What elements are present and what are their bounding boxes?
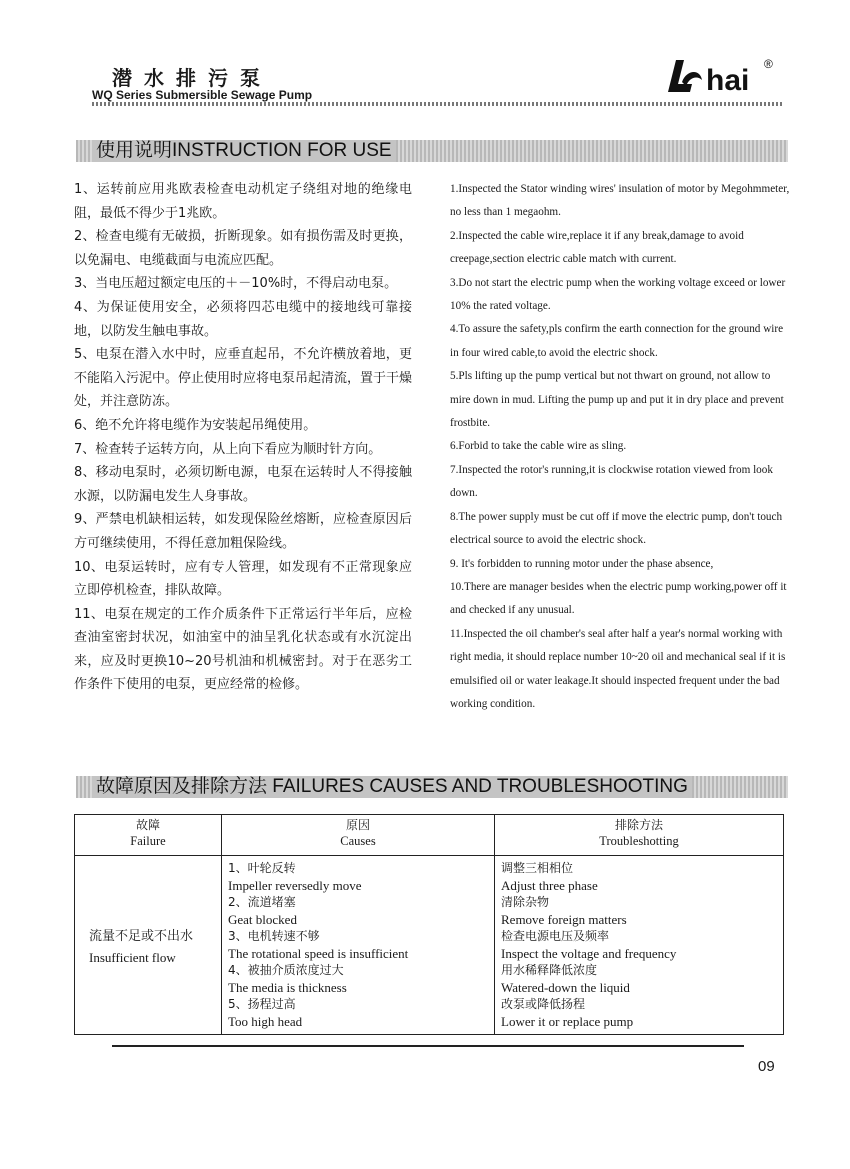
instruction-en-item: 1.Inspected the Stator winding wires' insulation of motor by Megohmmeter, no less than 1 megaohm. [450,183,790,219]
header-troubleshooting: 排除方法 Troubleshotting [495,815,784,856]
instruction-en-item: 6.Forbid to take the cable wire as sling. [450,440,627,453]
section-title: 故障原因及排除方法 FAILURES CAUSES AND TROUBLESHOOTING [92,776,692,798]
instruction-en-item: 8.The power supply must be cut off if move the electric pump, don't touch electrical source to avoid the electric shock. [450,510,783,547]
section-header-instructions [76,140,788,162]
instruction-cn-item: 8、移动电泵时，必须切断电源，电泵在运转时人不得接触水源，以防漏电发生人身事故。 [74,465,412,504]
instruction-en-item: 10.There are manager besides when the electric pump working,power off it and checked if any unusual. [450,580,787,617]
instruction-en-item: 2.Inspected the cable wire,replace it if any break,damage to avoid creepage,section electric cable match with current. [450,229,744,266]
instruction-en-item: 3.Do not start the electric pump when the working voltage exceed or lower 10% the rated voltage. [450,276,786,313]
brand-logo [662,52,782,96]
instruction-cn-item: 11、电泵在规定的工作介质条件下正常运行半年后，应检查油室密封状况，如油室中的油呈乳化状态或有水沉淀出来，应及时更换10~20号机油和机械密封。对于在恶劣工作条件下使用的电泵，更应经常的检修。 [74,606,412,693]
instruction-en-item: 5.Pls lifting up the pump vertical but not thwart on ground, not allow to mire down in mud. Lifting the pump up and put it in dry place and prevent frostbite. [450,370,784,430]
table-row [75,856,784,1035]
page-title-en: WQ Series Submersible Sewage Pump [92,88,313,102]
instruction-en-item: 4.To assure the safety,pls confirm the earth connection for the ground wire in four wired cable,to avoid the electric shock. [450,323,784,359]
instruction-cn-item: 7、检查转子运转方向，从上向下看应为顺时针方向。 [74,441,382,457]
page-number: 09 [758,1058,775,1075]
causes-cell: 1、叶轮反转 Impeller reversedly move 2、流道堵塞 Geat blocked 3、电机转速不够 The rotational speed is insufficient 4、被抽介质浓度过大 The media is thickness 5、扬程过高 Too high head [222,856,495,1035]
instruction-cn-item: 9、严禁电机缺相运转，如发现保险丝熔断，应检查原因后方可继续使用，不得任意加粗保险线。 [74,512,412,551]
instruction-cn-item: 1、运转前应用兆欧表检查电动机定子绕组对地的绝缘电阻，最低不得少于1兆欧。 [74,182,412,221]
page-title-cn: 潜水排污泵 [112,66,272,90]
header-causes: 原因 Causes [222,815,495,856]
instructions-en-column [450,178,792,716]
header-failure: 故障 Failure [75,815,222,856]
instructions-cn-column [74,178,412,697]
section-title: 使用说明INSTRUCTION FOR USE [92,140,396,162]
instruction-cn-item: 4、为保证使用安全，必须将四芯电缆中的接地线可靠接地，以防发生触电事故。 [74,299,412,339]
remedies-cell: 调整三相相位 Adjust three phase 清除杂物 Remove foreign matters 检查电源电压及频率 Inspect the voltage and frequency 用水稀释降低浓度 Watered-down the liquid 改泵或降低扬程 Lower it or replace pump [495,856,784,1035]
instruction-cn-item: 2、检查电缆有无破损，折断现象。如有损伤需及时更换，以免漏电、电缆截面与电流应匹配。 [74,229,412,268]
instruction-en-item: 7.Inspected the rotor's running,it is clockwise rotation viewed from look down. [450,463,773,500]
logo-mark-icon [668,60,702,92]
instruction-en-item: 11.Inspected the oil chamber's seal after half a year's normal working with right media, it should replace number 10~20 oil and mechanical seal if it is emulsified oil or water leakage.It should inspected frequent under the bad working condition. [450,627,786,710]
table-header-row [75,815,784,856]
instruction-en-item: 9. It's forbidden to running motor under the phase absence, [450,557,714,570]
instruction-cn-item: 5、电泵在潜入水中时，应垂直起吊，不允许横放着地，更不能陷入污泥中。停止使用时应将电泵吊起清流，置于干燥处，并注意防冻。 [74,347,413,410]
section-header-troubleshooting [76,776,788,798]
header-divider [92,102,784,106]
footer-divider [112,1045,744,1047]
registered-mark: ® [764,57,773,71]
instruction-cn-item: 3、当电压超过额定电压的＋－10%时，不得启动电泵。 [74,276,398,292]
instruction-cn-item: 10、电泵运转时，应有专人管理，如发现有不正常现象应立即停机检查，排队故障。 [74,559,412,599]
troubleshooting-table [74,814,784,1035]
logo-text: hai [706,64,750,96]
instruction-cn-item: 6、绝不允许将电缆作为安装起吊绳使用。 [74,417,317,433]
failure-cell: 流量不足或不出水 Insufficient flow [75,856,222,1035]
